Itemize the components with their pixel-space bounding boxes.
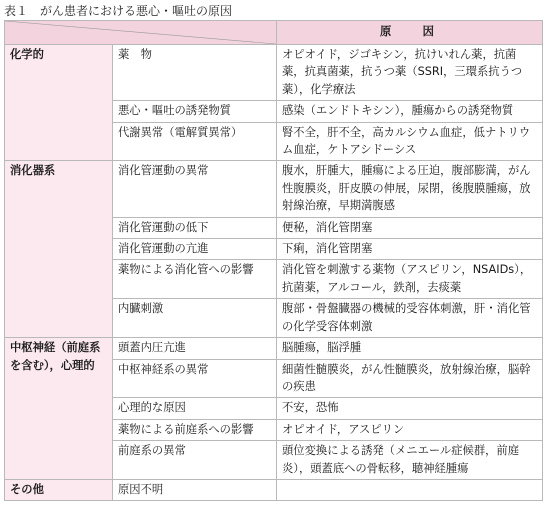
- header-diagonal-cell: [5, 21, 277, 45]
- cause-cell: 消化管運動の低下: [113, 217, 277, 238]
- detail-cell: 感染（エンドトキシン），腫瘍からの誘発物質: [277, 101, 543, 122]
- category-cns-psychological: 中枢神経（前庭系を含む），心理的: [5, 338, 113, 480]
- detail-cell: 頭位変換による誘発（メニエール症候群，前庭炎），頭蓋底への骨転移，聴神経腫瘍: [277, 441, 543, 480]
- detail-cell: 腹部・骨盤臓器の機械的受容体刺激，肝・消化管の化学受容体刺激: [277, 299, 543, 338]
- detail-cell: 下痢，消化管閉塞: [277, 239, 543, 260]
- cause-cell: 前庭系の異常: [113, 441, 277, 480]
- cause-cell: 薬物による前庭系への影響: [113, 419, 277, 440]
- category-digestive: 消化器系: [5, 161, 113, 338]
- detail-cell: 不安，恐怖: [277, 398, 543, 419]
- detail-cell: 脳腫瘍，脳浮腫: [277, 338, 543, 359]
- cause-cell: 内臓刺激: [113, 299, 277, 338]
- table-row: [5, 161, 543, 217]
- cause-cell: 薬物による消化管への影響: [113, 260, 277, 299]
- detail-cell: 腹水，肝腫大，腫瘍による圧迫，腹部膨満，がん性腹膜炎，肝皮膜の伸展，尿閉，後腹膜腫瘍，放射線治療，早期満腹感: [277, 161, 543, 217]
- cause-cell: 頭蓋内圧亢進: [113, 338, 277, 359]
- detail-cell: オピオイド，アスピリン: [277, 419, 543, 440]
- detail-cell: オピオイド，ジゴキシン，抗けいれん薬，抗菌薬，抗真菌薬，抗うつ薬（SSRI，三環系抗うつ薬），化学療法: [277, 45, 543, 101]
- cause-cell: 薬 物: [113, 45, 277, 101]
- cause-cell: 中枢神経系の異常: [113, 359, 277, 398]
- category-chemical: 化学的: [5, 45, 113, 161]
- detail-cell: 便秘，消化管閉塞: [277, 217, 543, 238]
- header-cause-label: 原 因: [277, 21, 543, 45]
- detail-cell: [277, 479, 543, 500]
- cause-cell: 代謝異常（電解質異常）: [113, 122, 277, 161]
- table-caption: 表１ がん患者における悪心・嘔吐の原因: [4, 4, 233, 18]
- table-row: [5, 479, 543, 500]
- table-row: [5, 338, 543, 359]
- category-other: その他: [5, 479, 113, 500]
- detail-cell: 腎不全，肝不全，高カルシウム血症，低ナトリウム血症，ケトアシドーシス: [277, 122, 543, 161]
- causes-table: [4, 20, 543, 501]
- table-row: [5, 45, 543, 101]
- detail-cell: 細菌性髄膜炎，がん性髄膜炎，放射線治療，脳幹の疾患: [277, 359, 543, 398]
- cause-cell: 原因不明: [113, 479, 277, 500]
- cause-cell: 心理的な原因: [113, 398, 277, 419]
- cause-cell: 悪心・嘔吐の誘発物質: [113, 101, 277, 122]
- table-header-row: [5, 21, 543, 45]
- detail-cell: 消化管を刺激する薬物（アスピリン，NSAIDs），抗菌薬，アルコール，鉄剤，去痰薬: [277, 260, 543, 299]
- cause-cell: 消化管運動の亢進: [113, 239, 277, 260]
- cause-cell: 消化管運動の異常: [113, 161, 277, 217]
- diagonal-line: [5, 21, 276, 44]
